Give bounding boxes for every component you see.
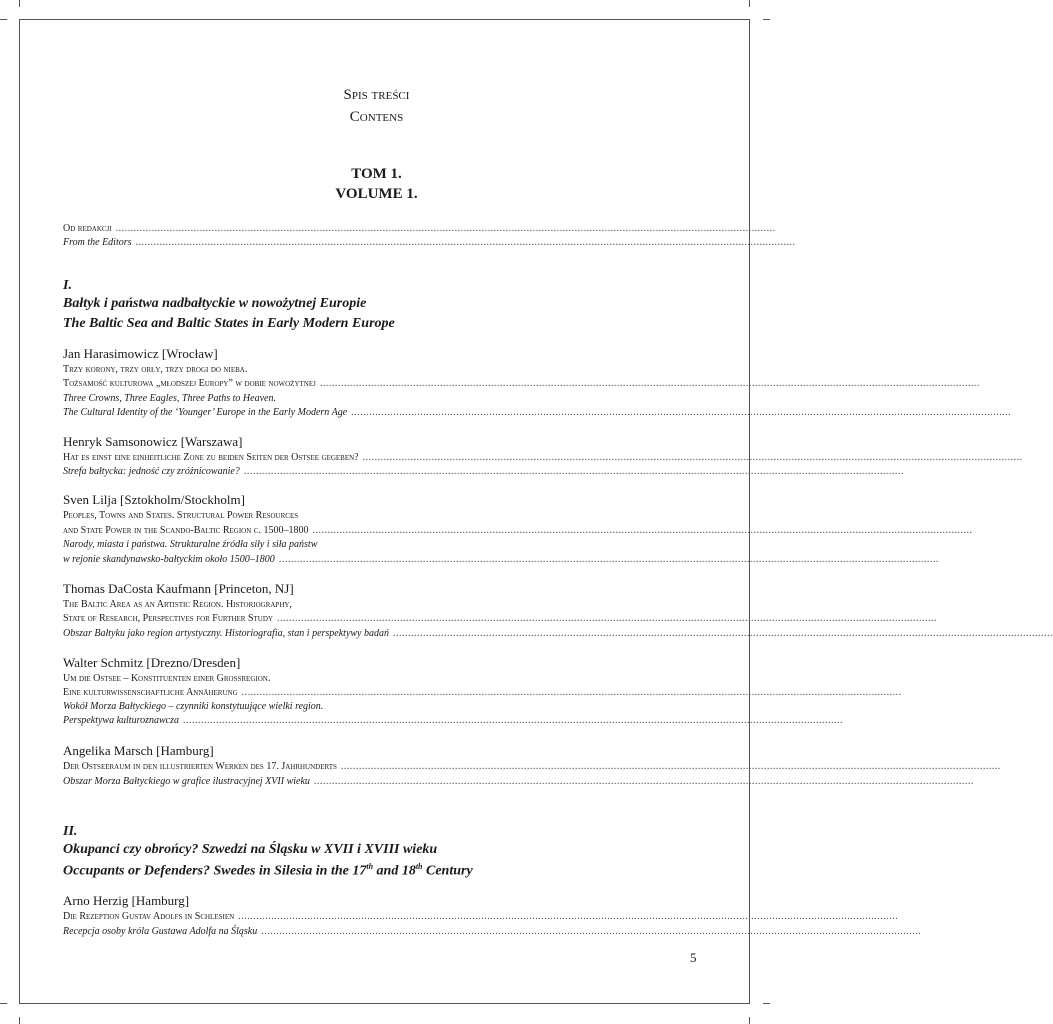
toc-line[interactable] bbox=[63, 612, 937, 625]
leader-dots: ............................................................................................................................................................................................................................ bbox=[393, 628, 1053, 639]
entry-author: Henryk Samsonowicz [Warszawa] bbox=[63, 434, 243, 449]
toc-line-text: State of Research, Perspectives for Further Study bbox=[63, 613, 273, 624]
toc-line[interactable] bbox=[63, 465, 904, 478]
toc-line[interactable] bbox=[63, 925, 922, 938]
leader-dots: ............................................................................................................................................................................................................................ bbox=[340, 761, 1001, 772]
toc-line-text: Obszar Morza Bałtyckiego w grafice ilustracyjnej XVII wieku bbox=[63, 776, 310, 787]
section-title-en-part: Century bbox=[422, 863, 473, 879]
entry-author: Angelika Marsch [Hamburg] bbox=[63, 743, 214, 758]
crop-mark bbox=[19, 0, 20, 7]
leader-dots: ............................................................................................................................................................................................................................ bbox=[319, 378, 980, 389]
toc-line-text: Tożsamość kulturowa „młodszej Europy” w dobie nowożytnej bbox=[63, 378, 316, 389]
toc-line-text: Recepcja osoby króla Gustawa Adolfa na Śląsku bbox=[63, 926, 258, 937]
entry-author: Thomas DaCosta Kaufmann [Princeton, NJ] bbox=[63, 581, 294, 596]
leader-dots: ............................................................................................................................................................................................................................ bbox=[313, 776, 974, 787]
leader-dots: ............................................................................................................................................................................................................................ bbox=[241, 687, 902, 698]
toc-line[interactable] bbox=[63, 760, 1001, 773]
toc-line-editors-pl[interactable] bbox=[63, 222, 776, 235]
entry-author: Arno Herzig [Hamburg] bbox=[63, 893, 190, 908]
toc-line[interactable] bbox=[63, 377, 980, 390]
crop-mark bbox=[763, 19, 770, 20]
leader-dots: ............................................................................................................................................................................................................................ bbox=[183, 715, 844, 726]
toc-line[interactable] bbox=[63, 627, 1053, 640]
toc-line-text: Od redakcji bbox=[63, 223, 112, 234]
crop-mark bbox=[19, 1017, 20, 1024]
crop-mark bbox=[749, 0, 750, 7]
toc-line-text: Strefa bałtycka: jedność czy zróżnicowanie? bbox=[63, 466, 240, 477]
toc-line[interactable] bbox=[63, 553, 939, 566]
toc-title-en: Contens bbox=[349, 109, 404, 125]
entry-author: Jan Harasimowicz [Wrocław] bbox=[63, 346, 218, 361]
toc-line[interactable] bbox=[63, 714, 844, 727]
entry-title-line: Wokół Morza Bałtyckiego – czynniki konstytuujące wielki region. bbox=[63, 701, 324, 712]
section-title-en bbox=[63, 862, 690, 880]
volume-label-pl: TOM 1. bbox=[351, 166, 402, 182]
toc-line[interactable] bbox=[63, 775, 974, 788]
leader-dots: ............................................................................................................................................................................................................................ bbox=[312, 525, 973, 536]
section-title-pl: Okupanci czy obrońcy? Szwedzi na Śląsku w XVII i XVIII wieku bbox=[63, 842, 438, 857]
crop-mark bbox=[749, 1017, 750, 1024]
entry-title-line: Narody, miasta i państwa. Strukturalne źródła siły i siła państw bbox=[63, 539, 318, 550]
toc-line-editors-en[interactable] bbox=[63, 236, 796, 249]
toc-line-text: Hat es einst eine einheitliche Zone zu beiden Seiten der Ostsee gegeben? bbox=[63, 452, 359, 463]
entry-title-line: Um die Ostsee – Konstituenten einer Großregion. bbox=[63, 673, 271, 684]
entry-title-line: Three Crowns, Three Eagles, Three Paths to Heaven. bbox=[63, 393, 276, 404]
crop-mark bbox=[763, 1003, 770, 1004]
toc-line[interactable] bbox=[63, 451, 1023, 464]
toc-line-text: and State Power in the Scando-Baltic Region c. 1500–1800 bbox=[63, 525, 309, 536]
toc-line[interactable] bbox=[63, 406, 1012, 419]
toc-line-text: w rejonie skandynawsko-bałtyckim około 1500–1800 bbox=[63, 554, 275, 565]
toc-line[interactable] bbox=[63, 910, 899, 923]
entry-title-line: Trzy korony, trzy orły, trzy drogi do nieba. bbox=[63, 364, 248, 375]
toc-line-text: From the Editors bbox=[63, 237, 132, 248]
section-title-en-part: and 18 bbox=[373, 863, 416, 879]
toc-line-text: Die Rezeption Gustav Adolfs in Schlesien bbox=[63, 911, 235, 922]
leader-dots: ............................................................................................................................................................................................................................ bbox=[362, 452, 1023, 463]
section-title-en-part: Occupants or Defenders? Swedes in Silesia in the 17 bbox=[63, 863, 367, 879]
toc-line-text: The Cultural Identity of the ‘Younger’ Europe in the Early Modern Age bbox=[63, 407, 348, 418]
leader-dots: ............................................................................................................................................................................................................................ bbox=[135, 237, 796, 248]
ordinal-suffix: th bbox=[366, 862, 374, 871]
toc-line[interactable] bbox=[63, 524, 973, 537]
section-title-pl: Bałtyk i państwa nadbałtyckie w nowożytnej Europie bbox=[63, 296, 367, 311]
entry-title-line: Peoples, Towns and States. Structural Power Resources bbox=[63, 510, 299, 521]
leader-dots: ............................................................................................................................................................................................................................ bbox=[278, 554, 939, 565]
page-number: 5 bbox=[690, 950, 697, 965]
crop-mark bbox=[0, 19, 7, 20]
leader-dots: ............................................................................................................................................................................................................................ bbox=[261, 926, 922, 937]
section-number: II. bbox=[63, 824, 78, 839]
section-title-en: The Baltic Sea and Baltic States in Early Modern Europe bbox=[63, 316, 395, 331]
leader-dots: ............................................................................................................................................................................................................................ bbox=[276, 613, 937, 624]
toc-line-text: Eine kulturwissenschaftliche Annäherung bbox=[63, 687, 238, 698]
toc-title-pl: Spis treści bbox=[343, 87, 410, 103]
ordinal-suffix: th bbox=[415, 862, 423, 871]
toc-line[interactable] bbox=[63, 686, 902, 699]
toc-line-text: Der Ostseeraum in den illustrierten Werken des 17. Jahrhunderts bbox=[63, 761, 337, 772]
toc-line-text: Obszar Bałtyku jako region artystyczny. Historiografia, stan i perspektywy badań bbox=[63, 628, 389, 639]
entry-title-line: The Baltic Area as an Artistic Region. Historiography, bbox=[63, 599, 292, 610]
crop-mark bbox=[0, 1003, 7, 1004]
entry-author: Sven Lilja [Sztokholm/Stockholm] bbox=[63, 492, 245, 507]
toc-line-text: Perspektywa kulturoznawcza bbox=[63, 715, 180, 726]
entry-author: Walter Schmitz [Drezno/Dresden] bbox=[63, 655, 241, 670]
leader-dots: ............................................................................................................................................................................................................................ bbox=[243, 466, 904, 477]
volume-label-en: VOLUME 1. bbox=[335, 186, 418, 202]
section-number: I. bbox=[63, 278, 72, 293]
leader-dots: ............................................................................................................................................................................................................................ bbox=[351, 407, 1012, 418]
leader-dots: ............................................................................................................................................................................................................................ bbox=[238, 911, 899, 922]
leader-dots: ............................................................................................................................................................................................................................ bbox=[115, 223, 776, 234]
